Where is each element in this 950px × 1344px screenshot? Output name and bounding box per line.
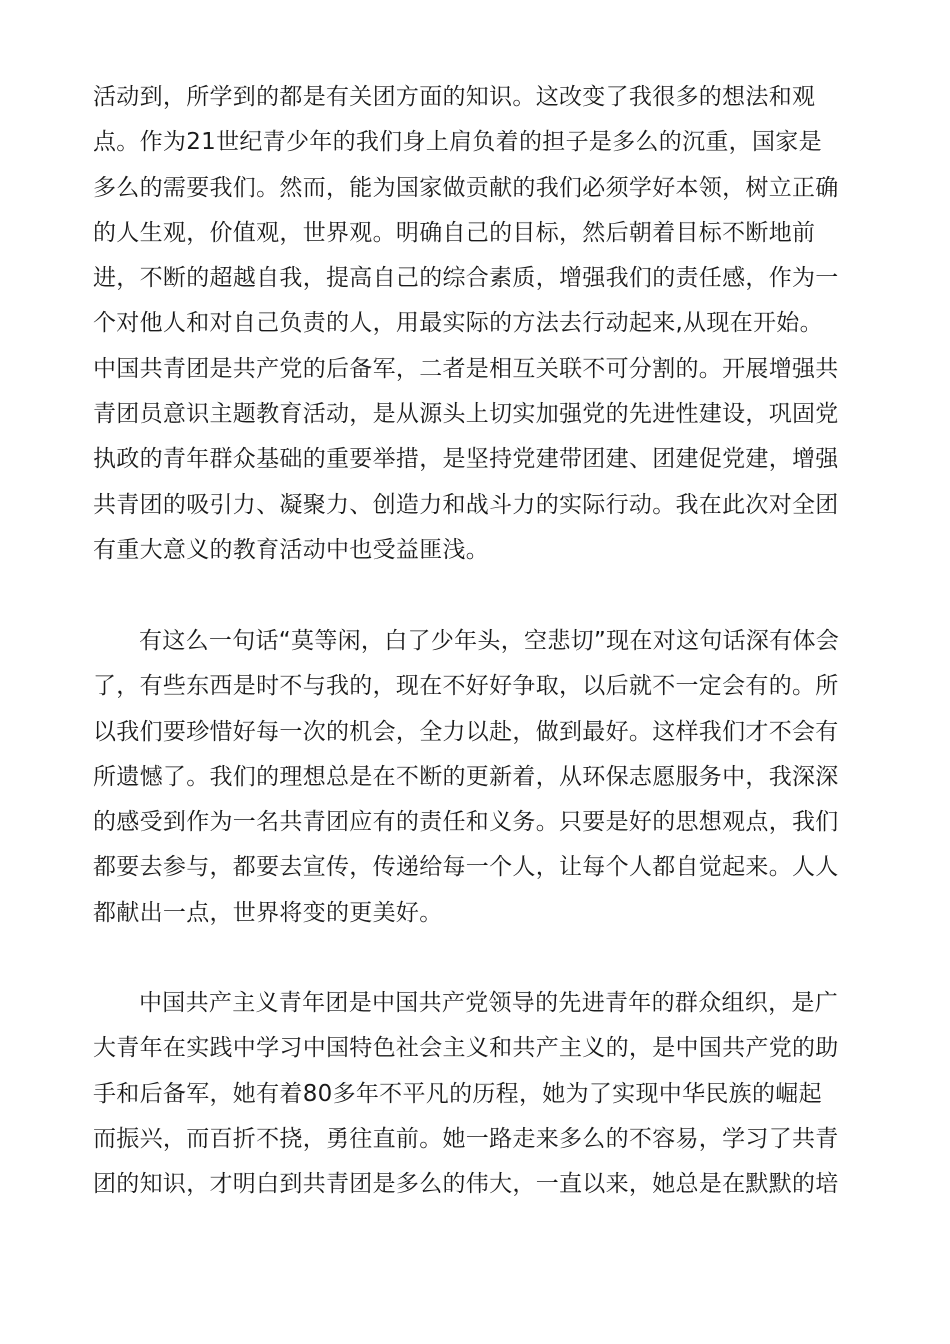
- paragraph-line: 团的知识，才明白到共青团是多么的伟大，一直以来，她总是在默默的培: [93, 1171, 839, 1198]
- paragraph-line: 执政的青年群众基础的重要举措，是坚持党建带团建、团建促党建，增强: [93, 446, 839, 473]
- paragraph-line: 个对他人和对自己负责的人，用最实际的方法去行动起来,从现在开始。: [93, 310, 823, 337]
- paragraph-3: [93, 981, 863, 1207]
- paragraph-line: 青团员意识主题教育活动，是从源头上切实加强党的先进性建设，巩固党: [93, 401, 839, 428]
- paragraph-line: 的人生观，价值观，世界观。明确自己的目标，然后朝着目标不断地前: [93, 219, 816, 246]
- paragraph-line: 都献出一点，世界将变的更美好。: [93, 899, 443, 926]
- paragraph-2: [93, 619, 863, 936]
- paragraph-line: 多么的需要我们。然而，能为国家做贡献的我们必须学好本领，树立正确: [93, 174, 839, 201]
- paragraph-line: 进，不断的超越自我，提高自己的综合素质，增强我们的责任感，作为一: [93, 265, 839, 292]
- paragraph-line: 大青年在实践中学习中国特色社会主义和共产主义的，是中国共产党的助: [93, 1035, 839, 1062]
- paragraph-line: 活动到，所学到的都是有关团方面的知识。这改变了我很多的想法和观: [93, 84, 816, 110]
- paragraph-1: [93, 75, 863, 573]
- paragraph-line: 中国共青团是共产党的后备军，二者是相互关联不可分割的。开展增强共: [93, 355, 839, 382]
- paragraph-line: 有这么一句话“莫等闲，白了少年头，空悲切”现在对这句话深有体会: [139, 628, 840, 654]
- paragraph-line: 手和后备军，她有着80多年不平凡的历程，她为了实现中华民族的崛起: [93, 1080, 822, 1107]
- paragraph-line: 而振兴，而百折不挠，勇往直前。她一路走来多么的不容易，学习了共青: [93, 1125, 839, 1152]
- paragraph-line: 中国共产主义青年团是中国共产党领导的先进青年的群众组织，是广: [139, 990, 838, 1016]
- paragraph-line: 所遗憾了。我们的理想总是在不断的更新着，从环保志愿服务中，我深深: [93, 763, 839, 790]
- paragraph-line: 的感受到作为一名共青团应有的责任和义务。只要是好的思想观点，我们: [93, 809, 839, 836]
- paragraph-line: 共青团的吸引力、凝聚力、创造力和战斗力的实际行动。我在此次对全团: [93, 491, 839, 518]
- paragraph-line: 有重大意义的教育活动中也受益匪浅。: [93, 536, 490, 563]
- paragraph-line: 了，有些东西是时不与我的，现在不好好争取，以后就不一定会有的。所: [93, 673, 839, 700]
- paragraph-line: 以我们要珍惜好每一次的机会，全力以赴，做到最好。这样我们才不会有: [93, 718, 839, 745]
- paragraph-line: 都要去参与，都要去宣传，传递给每一个人，让每个人都自觉起来。人人: [93, 854, 839, 881]
- paragraph-line: 点。作为21世纪青少年的我们身上肩负着的担子是多么的沉重，国家是: [93, 129, 822, 156]
